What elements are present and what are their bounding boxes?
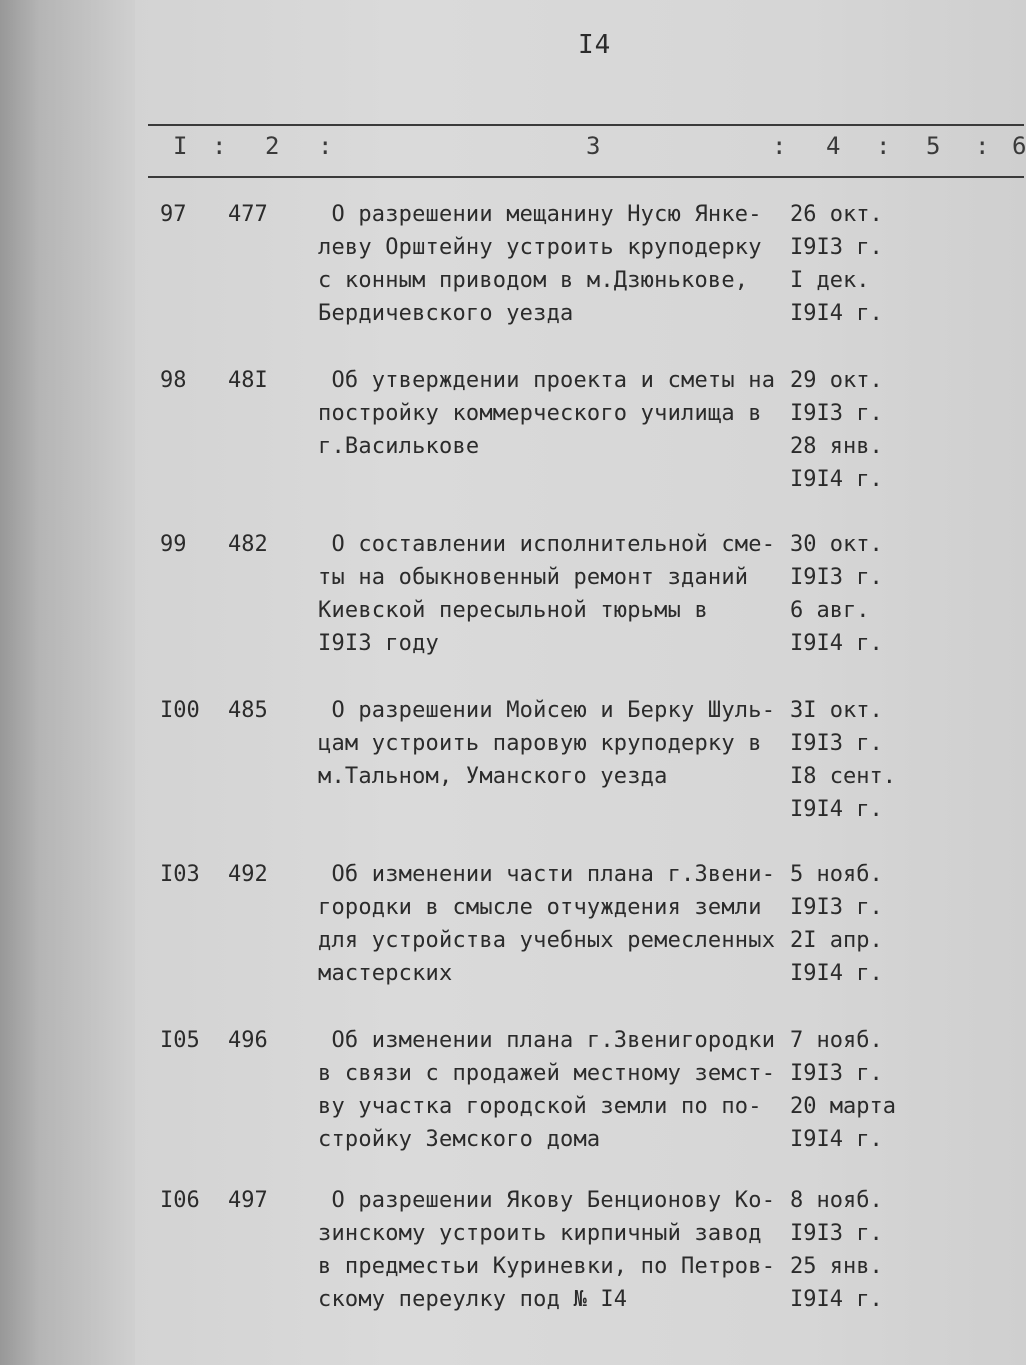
column-header-4: 4 xyxy=(826,132,841,160)
adjacent-page-shadow xyxy=(0,0,135,1365)
entry-file-number: 485 xyxy=(228,698,268,723)
entry-number: 99 xyxy=(160,532,187,557)
entry-file-number: 48I xyxy=(228,368,268,393)
entry-description: О разрешении Якову Бенционову Ко- зинскому устроить кирпичный завод в предместьи Куриневки, по Петров- скому переулку под № I4 xyxy=(318,1188,776,1312)
entry-description: Об изменении плана г.Звенигородки в связи с продажей местному земст- ву участка городской земли по по- стройку Земского дома xyxy=(318,1028,776,1152)
page-number: I4 xyxy=(578,30,612,60)
entry-dates: 5 нояб. I9I3 г. 2I апр. I9I4 г. xyxy=(790,862,883,986)
column-header-6: 6 xyxy=(1012,132,1026,160)
entry-number: I05 xyxy=(160,1028,200,1053)
entry-description: Об утверждении проекта и сметы на постройку коммерческого училища в г.Василькове xyxy=(318,368,776,459)
entry-file-number: 497 xyxy=(228,1188,268,1213)
entry-file-number: 492 xyxy=(228,862,268,887)
column-header-2: 2 xyxy=(265,132,280,160)
entry-number: I03 xyxy=(160,862,200,887)
entry-dates: 8 нояб. I9I3 г. 25 янв. I9I4 г. xyxy=(790,1188,883,1312)
column-header-separator: : xyxy=(212,132,227,160)
entry-dates: 7 нояб. I9I3 г. 20 марта I9I4 г. xyxy=(790,1028,896,1152)
column-header-3: 3 xyxy=(586,132,601,160)
entry-file-number: 477 xyxy=(228,202,268,227)
entry-description: О разрешении мещанину Нусю Янке- леву Орштейну устроить круподерку с конным приводом в м.Дзюнькове, Бердичевского уезда xyxy=(318,202,762,326)
entry-file-number: 496 xyxy=(228,1028,268,1053)
entry-number: 98 xyxy=(160,368,187,393)
column-header-separator: : xyxy=(975,132,990,160)
column-header-separator: : xyxy=(318,132,333,160)
column-header-separator: : xyxy=(876,132,891,160)
column-header-separator: : xyxy=(772,132,787,160)
column-header-1: I xyxy=(173,132,188,160)
entry-description: О разрешении Мойсею и Берку Шуль- цам устроить паровую круподерку в м.Тальном, Уманского уезда xyxy=(318,698,776,789)
entry-dates: 3I окт. I9I3 г. I8 сент. I9I4 г. xyxy=(790,698,896,822)
entry-file-number: 482 xyxy=(228,532,268,557)
header-rule-bottom xyxy=(148,176,1024,178)
entry-number: I06 xyxy=(160,1188,200,1213)
entry-description: Об изменении части плана г.Звени- городки в смысле отчуждения земли для устройства учебных ремесленных мастерских xyxy=(318,862,776,986)
entry-dates: 29 окт. I9I3 г. 28 янв. I9I4 г. xyxy=(790,368,883,492)
entry-number: 97 xyxy=(160,202,187,227)
entry-dates: 26 окт. I9I3 г. I дек. I9I4 г. xyxy=(790,202,883,326)
column-header-5: 5 xyxy=(926,132,941,160)
entry-number: I00 xyxy=(160,698,200,723)
header-rule-top xyxy=(148,124,1024,126)
entry-description: О составлении исполнительной сме- ты на обыкновенный ремонт зданий Киевской пересыльной тюрьмы в I9I3 году xyxy=(318,532,776,656)
entry-dates: 30 окт. I9I3 г. 6 авг. I9I4 г. xyxy=(790,532,883,656)
